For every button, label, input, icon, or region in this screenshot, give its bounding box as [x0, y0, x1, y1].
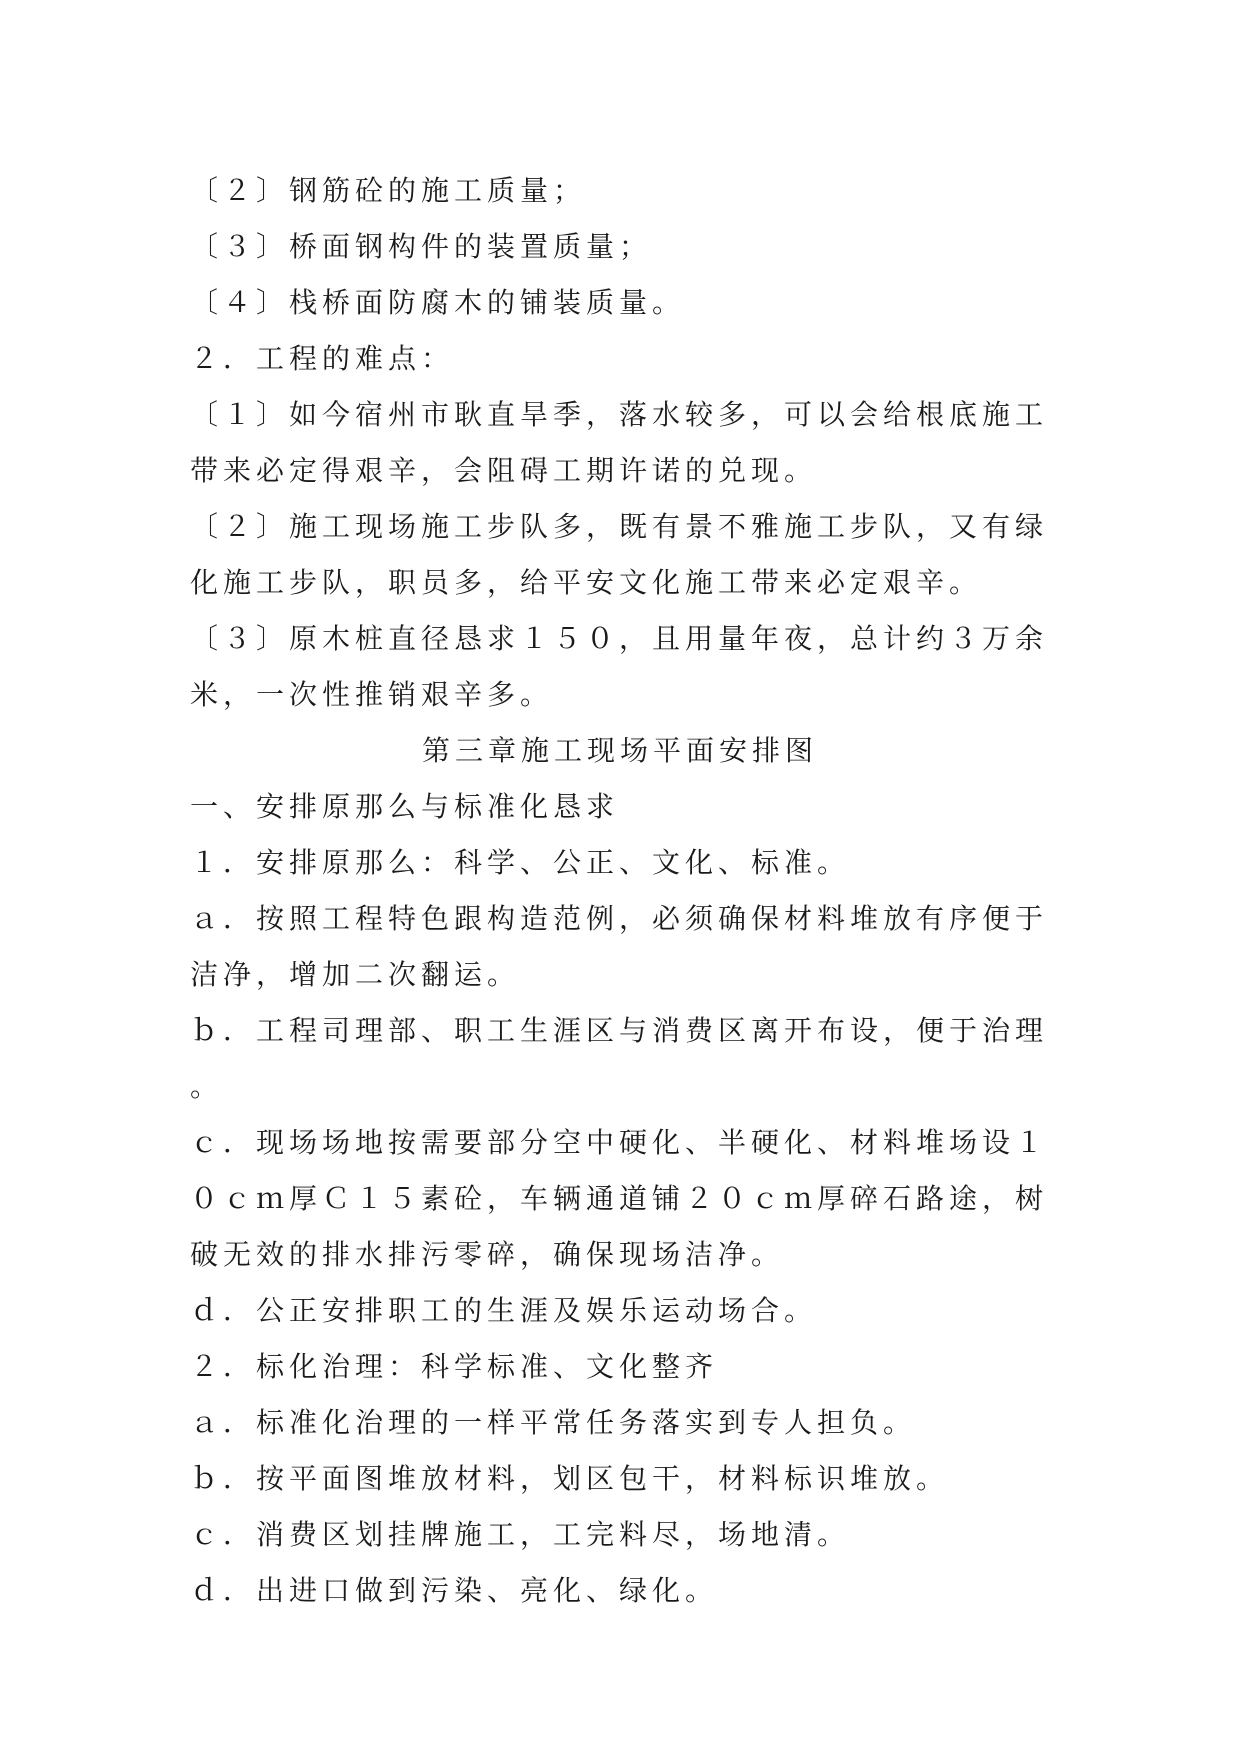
- list-item-difficulty-1-line-1: 〔１〕如今宿州市耿直旱季，落水较多，可以会给根底施工: [190, 398, 1049, 431]
- list-item-quality-4: 〔４〕栈桥面防腐木的铺装质量。: [190, 286, 686, 319]
- list-item-management-c: ｃ．消费区划挂牌施工，工完料尽，场地清。: [190, 1518, 851, 1551]
- list-item-management-b: ｂ．按平面图堆放材料，划区包干，材料标识堆放。: [190, 1462, 950, 1495]
- document-body: [190, 163, 1050, 1619]
- chapter-title: 第三章施工现场平面安排图: [421, 734, 818, 767]
- list-item-c-line-1: ｃ．现场场地按需要部分空中硬化、半硬化、材料堆场设１: [190, 1126, 1049, 1159]
- section-heading-principles: 一、安排原那么与标准化恳求: [190, 790, 620, 823]
- list-item-a-line-1: ａ．按照工程特色跟构造范例，必须确保材料堆放有序便于: [190, 902, 1049, 935]
- list-item-d: ｄ．公正安排职工的生涯及娱乐运动场合。: [190, 1294, 818, 1327]
- list-item-difficulty-3-line-2: 米，一次性推销艰辛多。: [190, 678, 554, 711]
- list-item-management-a: ａ．标准化治理的一样平常任务落实到专人担负。: [190, 1406, 917, 1439]
- list-item-difficulty-2-line-1: 〔２〕施工现场施工步队多，既有景不雅施工步队，又有绿: [190, 510, 1049, 543]
- list-item-b-line-1: ｂ．工程司理部、职工生涯区与消费区离开布设，便于治理: [190, 1014, 1049, 1047]
- list-item-management-d: ｄ．出进口做到污染、亮化、绿化。: [190, 1574, 719, 1607]
- list-item-a-line-2: 洁净，增加二次翻运。: [190, 958, 521, 991]
- list-item-c-line-2: ０ｃｍ厚Ｃ１５素砼，车辆通道铺２０ｃｍ厚碎石路途，树: [190, 1182, 1049, 1215]
- subsection-heading-management: ２．标化治理：科学标准、文化整齐: [190, 1350, 719, 1383]
- list-item-c-line-3: 破无效的排水排污零碎，确保现场洁净。: [190, 1238, 785, 1271]
- list-item-quality-3: 〔３〕桥面钢构件的装置质量；: [190, 230, 653, 263]
- section-heading-difficulties: ２．工程的难点：: [190, 342, 455, 375]
- list-item-difficulty-1-line-2: 带来必定得艰辛，会阻碍工期许诺的兑现。: [190, 454, 818, 487]
- list-item-difficulty-2-line-2: 化施工步队，职员多，给平安文化施工带来必定艰辛。: [190, 566, 983, 599]
- list-item-quality-2: 〔２〕钢筋砼的施工质量；: [190, 174, 587, 207]
- list-item-difficulty-3-line-1: 〔３〕原木桩直径恳求１５０，且用量年夜，总计约３万余: [190, 622, 1049, 655]
- list-item-b-line-2: 。: [190, 1070, 224, 1103]
- subsection-heading-arrangement: １．安排原那么：科学、公正、文化、标准。: [190, 846, 851, 879]
